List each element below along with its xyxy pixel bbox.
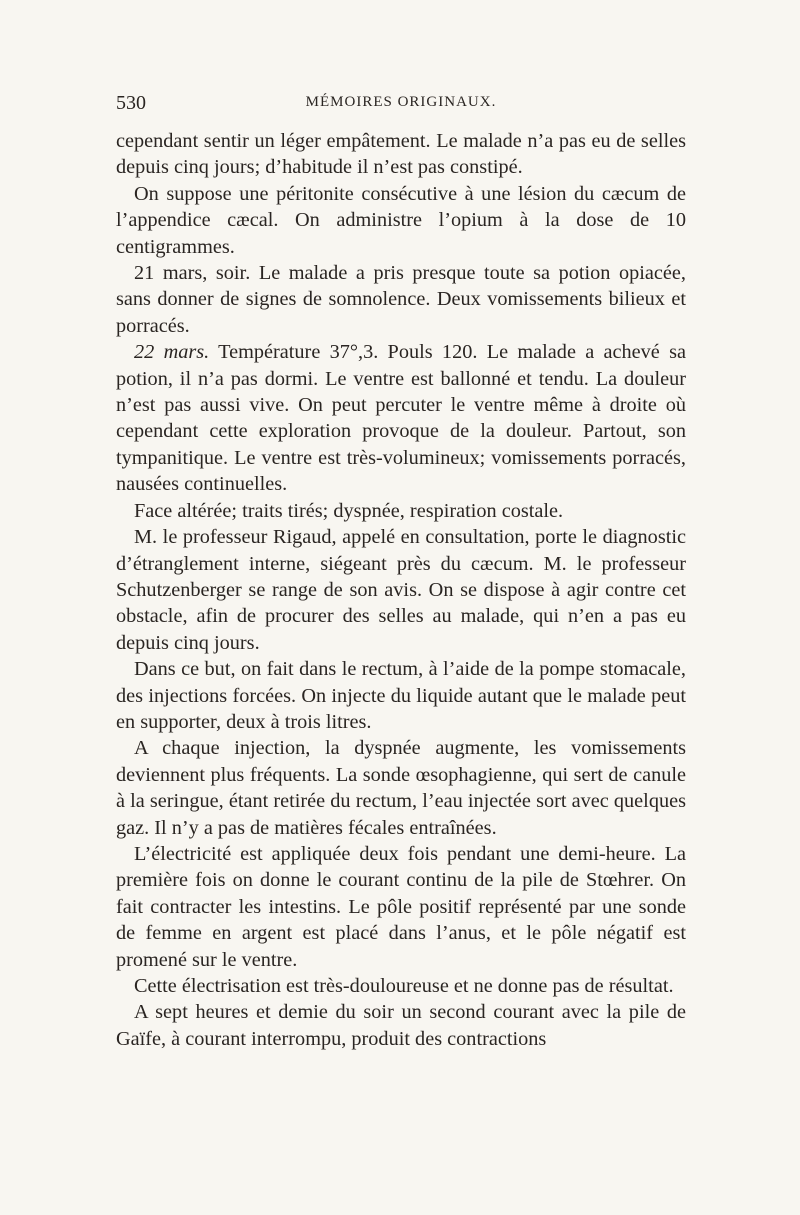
paragraph: cependant sentir un léger empâtement. Le malade n’a pas eu de selles depuis cinq jours; d’habitude il n’est pas constipé. (116, 130, 686, 179)
paragraph: Cette électrisation est très-douloureuse et ne donne pas de résultat. (134, 975, 674, 997)
paragraph: M. le professeur Rigaud, appelé en consultation, porte le diagnostic d’étranglement interne, siégeant près du cæcum. M. le professeur Schutzenberger se range de son avis. On se dispose à agir contre cet obstacle, afin de procurer des selles au malade, qui n’en a pas eu depuis cinq jours. (116, 526, 686, 654)
page-header (116, 92, 686, 122)
paragraph (116, 339, 686, 497)
paragraph-date: 22 mars. (134, 341, 210, 364)
paragraph: A sept heures et demie du soir un second courant avec la pile de Gaïfe, à courant interrompu, produit des contractions (116, 1001, 686, 1050)
paragraph: A chaque injection, la dyspnée augmente, les vomissements deviennent plus fréquents. La sonde œsophagienne, qui sert de canule à la seringue, étant retirée du rectum, l’eau injectée sort avec quelques gaz. Il n’y a pas de matières fécales entraînées. (116, 737, 686, 839)
paragraph: Face altérée; traits tirés; dyspnée, respiration costale. (134, 499, 564, 522)
paragraph: On suppose une péritonite consécutive à une lésion du cæcum de l’appendice cæcal. On administre l’opium à la dose de 10 centigrammes. (116, 182, 686, 258)
paragraph: 21 mars, soir. Le malade a pris presque toute sa potion opiacée, sans donner de signes de somnolence. Deux vomissements bilieux et porracés. (116, 262, 686, 337)
paragraph-text: Température 37°,3. Pouls 120. Le malade a achevé sa potion, il n’a pas dormi. Le ventre est ballonné et tendu. La douleur n’est pas aussi vive. On peut percuter le ventre même à droite où cependant cette exploration provoque de la douleur. Partout, son tympanitique. Le ventre est très-volumineux; vomissements porracés, nausées continuelles. (116, 341, 686, 496)
book-page (116, 92, 686, 1052)
paragraph: L’électricité est appliquée deux fois pendant une demi-heure. La première fois on donne le courant continu de la pile de Stœhrer. On fait contracter les intestins. Le pôle positif représenté par une sonde de femme en argent est placé dans l’anus, et le pôle négatif est promené sur le ventre. (116, 842, 686, 971)
paragraph: Dans ce but, on fait dans le rectum, à l’aide de la pompe stomacale, des injections forcées. On injecte du liquide autant que le malade peut en supporter, deux à trois litres. (116, 658, 686, 733)
running-head: MÉMOIRES ORIGINAUX. (305, 94, 497, 110)
body-text (116, 128, 686, 1052)
page-number: 530 (116, 92, 146, 114)
